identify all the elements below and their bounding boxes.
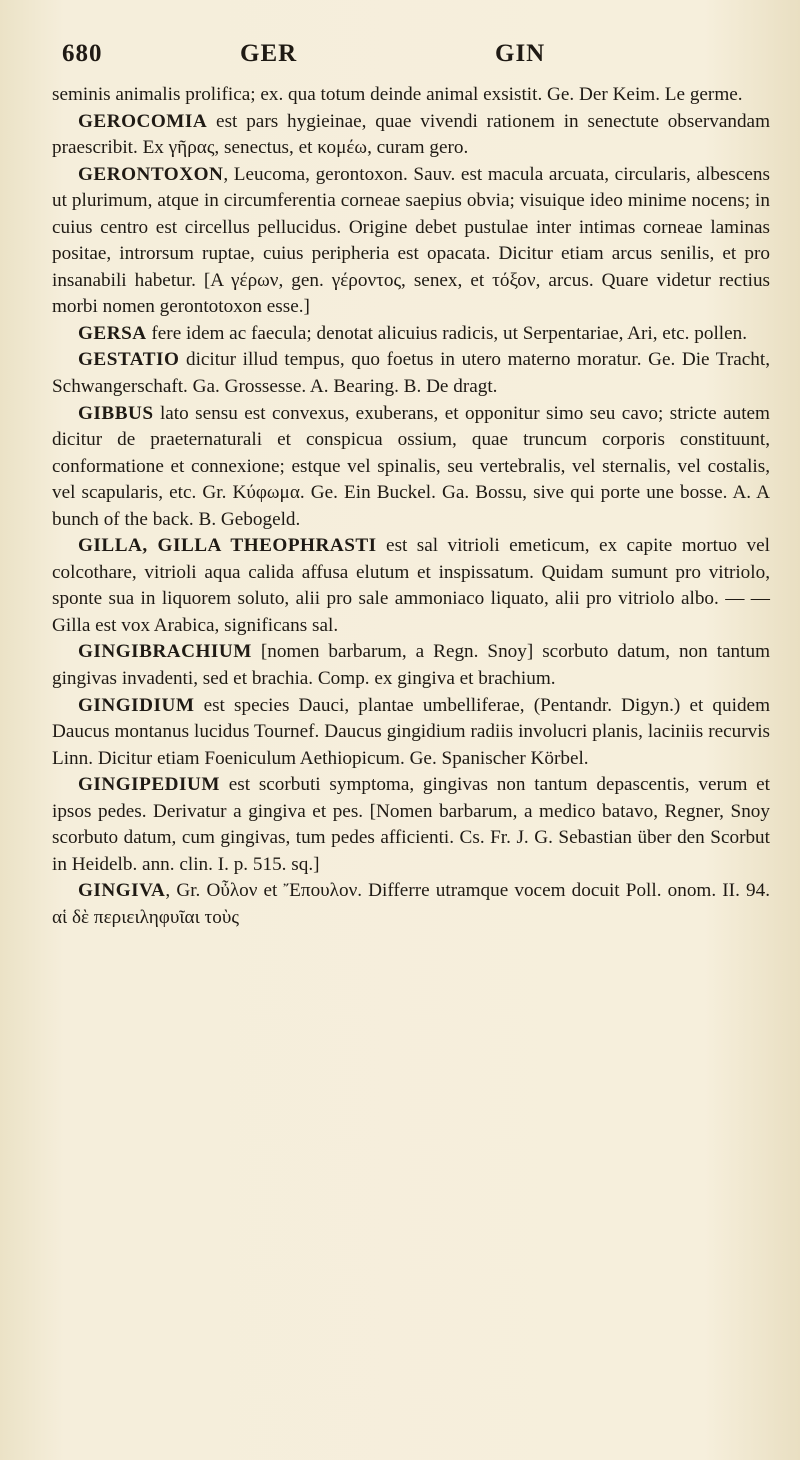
entry-text: fere idem ac faecula; denotat alicuius radicis, ut Serpentariae, Ari, etc. pollen. <box>146 322 748 344</box>
entry-text: seminis animalis prolifica; ex. qua totum deinde animal exsistit. Ge. Der Keim. Le germe. <box>52 84 743 105</box>
entry-headword: GINGIVA <box>78 880 166 902</box>
page-number: 680 <box>62 40 103 67</box>
entry-gersa <box>52 321 770 348</box>
entry-headword: GINGIPEDIUM <box>78 774 220 796</box>
guide-word-left: GER <box>240 40 298 67</box>
entry-text: lato sensu est convexus, exuberans, et opponitur simo seu cavo; stricte autem dicitur de praeternaturali et conspicua ossium, quae truncum corporis constituunt, conformatione et connexione; estque vel spinalis, seu vertebralis, vel sternalis, vel costalis, vel scapularis, etc. Gr. Κύφωμα. Ge. Ein Buckel. Ga. Bossu, sive qui porte une bosse. A. A bunch of the back. B. Gebogeld. <box>52 402 770 530</box>
page-header <box>62 40 760 76</box>
entry-text: , Leucoma, gerontoxon. Sauv. est macula arcuata, circularis, albescens ut plurimum, atque in circumferentia corneae saepius obvia; visuique ideo minime nocens; in cuius centro est circellus pellucidus. Origine debet pustulae inter intimas corneae laminas positae, introrsum ruptae, cuius peripheria est opacata. Dicitur etiam arcus senilis, et pro insanabili habetur. [A γέρων, gen. γέροντος, senex, et τόξον, arcus. Quare videtur rectius morbi nomen gerontotoxon esse.] <box>52 163 770 318</box>
entry-text: dicitur illud tempus, quo foetus in utero materno moratur. Ge. Die Tracht, Schwangerschaft. Ga. Grossesse. A. Bearing. B. De dragt. <box>52 349 770 398</box>
dictionary-text <box>52 82 770 932</box>
entry-gestatio <box>52 347 770 400</box>
entry-text: , Gr. Οὖλον et Ἔπουλον. Differre utramque vocem docuit Poll. onom. II. 94. αἱ δὲ περιειληφυῖαι τοὺς <box>52 880 770 928</box>
entry-gingidium <box>52 693 770 773</box>
entry-seminis-continuation <box>52 82 770 109</box>
entry-gerontoxon <box>52 162 770 321</box>
entry-headword: GINGIBRACHIUM <box>78 641 252 663</box>
entry-gerocomia <box>52 109 770 162</box>
entry-gibbus <box>52 401 770 534</box>
entry-gingiva <box>52 878 770 931</box>
entry-gingipedium <box>52 772 770 878</box>
entry-headword: GERSA <box>78 322 147 344</box>
entry-gilla <box>52 533 770 639</box>
entry-text: [nomen barbarum, a Regn. Snoy] scorbuto datum, non tantum gingivas invadenti, sed et brachia. Comp. ex gingiva et brachium. <box>52 641 770 690</box>
entry-headword: GERONTOXON <box>78 163 224 185</box>
entry-text: est sal vitrioli emeticum, ex capite mortuo vel colcothare, vitrioli aqua calida affusa elutum et inspissatum. Quidam sumunt pro vitriolo, sponte sua in liquorem soluto, alii pro sale ammoniaco liquato, alii pro vitriolo albo. — — Gilla est vox Arabica, significans sal. <box>52 535 770 636</box>
entry-headword: GEROCOMIA <box>78 110 208 132</box>
entry-headword: GINGIDIUM <box>78 694 195 716</box>
entry-text: est scorbuti symptoma, gingivas non tantum depascentis, verum et ipsos pedes. Derivatur a gingiva et pes. [Nomen barbarum, a medico batavo, Regner, Snoy scorbuto datum, cum gingivas, tum pedes afficienti. Cs. Fr. J. G. Sebastian über den Scorbut in Heidelb. ann. clin. I. p. 515. sq.] <box>52 774 770 875</box>
entry-headword: GILLA, GILLA THEOPHRASTI <box>78 535 377 557</box>
entry-gingibrachium <box>52 639 770 692</box>
entry-text: est pars hygieinae, quae vivendi rationem in senectute observandam praescribit. Ex γῆρας, senectus, et κομέω, curam gero. <box>52 110 770 159</box>
guide-word-right: GIN <box>495 40 546 67</box>
entry-headword: GIBBUS <box>78 402 154 424</box>
entry-text: est species Dauci, plantae umbelliferae, (Pentandr. Digyn.) et quidem Daucus montanus lucidus Tournef. Daucus gingidium radiis involucri planis, laciniis recurvis Linn. Dicitur etiam Foeniculum Aethiopicum. Ge. Spanischer Körbel. <box>52 694 770 769</box>
entry-headword: GESTATIO <box>78 349 180 371</box>
